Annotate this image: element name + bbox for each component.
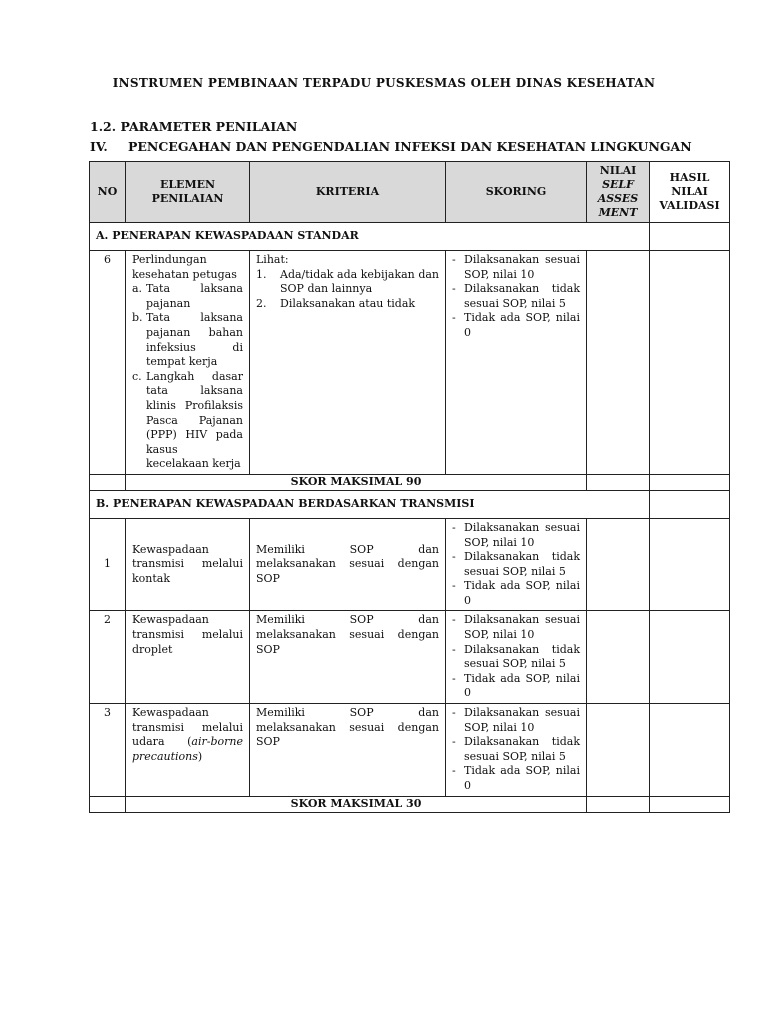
nilai-cell (587, 611, 650, 704)
empty-cell (90, 474, 126, 490)
list-item: - Tidak ada SOP, nilai 0 (452, 672, 580, 701)
section-heading (90, 119, 297, 134)
nilai-cell (587, 704, 650, 797)
subsection-number: IV. (90, 139, 108, 154)
row-kriteria: Memiliki SOP dan melaksanakan sesuai dengan SOP (250, 518, 446, 611)
empty-cell (587, 796, 650, 812)
header-nilai-label: NILAI (599, 164, 637, 177)
skoring-list (452, 253, 580, 341)
list-item: - Dilaksanakan tidak sesuai SOP, nilai 5 (452, 735, 580, 764)
row-elemen: Kewaspadaan transmisi melalui udara (air-borne precautions) (126, 704, 250, 797)
hasil-cell (650, 518, 730, 611)
row-kriteria: Memiliki SOP dan melaksanakan sesuai dengan SOP (250, 611, 446, 704)
empty-cell (650, 490, 730, 518)
header-hasil: HASIL NILAI VALIDASI (650, 162, 730, 223)
row-kriteria: Memiliki SOP dan melaksanakan sesuai dengan SOP (250, 704, 446, 797)
nilai-cell (587, 251, 650, 475)
header-kriteria: KRITERIA (250, 162, 446, 223)
list-item: - Dilaksanakan tidak sesuai SOP, nilai 5 (452, 643, 580, 672)
list-item: 1. Ada/tidak ada kebijakan dan SOP dan lainnya (256, 267, 439, 296)
table-row (90, 518, 730, 611)
list-item: - Dilaksanakan sesuai SOP, nilai 10 (452, 521, 580, 550)
list-item: - Dilaksanakan sesuai SOP, nilai 10 (452, 253, 580, 282)
empty-cell (587, 474, 650, 490)
table-row (90, 704, 730, 797)
skor-maksimal-b: SKOR MAKSIMAL 30 (126, 796, 587, 812)
header-nilai (587, 162, 650, 223)
empty-cell (90, 796, 126, 812)
skoring-list (452, 706, 580, 794)
assessment-table (89, 161, 730, 813)
nilai-cell (587, 518, 650, 611)
row-skoring (446, 611, 587, 704)
section-b-row (90, 490, 730, 518)
section-a-row (90, 223, 730, 251)
header-skoring: SKORING (446, 162, 587, 223)
hasil-cell (650, 251, 730, 475)
row-elemen (126, 251, 250, 475)
list-item: - Dilaksanakan tidak sesuai SOP, nilai 5 (452, 550, 580, 579)
list-item: - Dilaksanakan sesuai SOP, nilai 10 (452, 613, 580, 642)
skoring-list (452, 613, 580, 701)
row-kriteria (250, 251, 446, 475)
kriteria-list (256, 268, 439, 312)
list-item: - Dilaksanakan tidak sesuai SOP, nilai 5 (452, 282, 580, 311)
list-item: c. Langkah dasar tata laksana klinis Profilaksis Pasca Pajanan (PPP) HIV pada kasus kecelakaan kerja (132, 369, 243, 471)
skor-row (90, 474, 730, 490)
list-item: - Tidak ada SOP, nilai 0 (452, 311, 580, 340)
list-item: 2. Dilaksanakan atau tidak (256, 296, 416, 310)
subsection-heading (90, 139, 692, 154)
header-elemen: ELEMEN PENILAIAN (126, 162, 250, 223)
section-number: 1.2. (90, 119, 117, 134)
skoring-list (452, 521, 580, 609)
list-item: a. Tata laksana pajanan (132, 282, 243, 310)
table-row (90, 611, 730, 704)
table-row (90, 251, 730, 475)
skor-row (90, 796, 730, 812)
empty-cell (650, 474, 730, 490)
list-item: b. Tata laksana pajanan bahan infeksius di tempat kerja (132, 311, 243, 369)
table-header-row (90, 162, 730, 223)
elemen-intro: Perlindungan kesehatan petugas (132, 253, 237, 281)
section-a-title: A. PENERAPAN KEWASPADAAN STANDAR (90, 223, 650, 251)
empty-cell (650, 223, 730, 251)
subsection-title: PENCEGAHAN DAN PENGENDALIAN INFEKSI DAN KESEHATAN LINGKUNGAN (128, 139, 692, 154)
skor-maksimal-a: SKOR MAKSIMAL 90 (126, 474, 587, 490)
hasil-cell (650, 704, 730, 797)
section-title: PARAMETER PENILAIAN (120, 119, 298, 134)
section-b-title: B. PENERAPAN KEWASPADAAN BERDASARKAN TRANSMISI (90, 490, 650, 518)
hasil-cell (650, 611, 730, 704)
header-no: NO (90, 162, 126, 223)
document-title: INSTRUMEN PEMBINAAN TERPADU PUSKESMAS OLEH DINAS KESEHATAN (112, 76, 656, 90)
kriteria-intro: Lihat: (256, 253, 289, 266)
list-item: - Tidak ada SOP, nilai 0 (452, 579, 580, 608)
row-elemen: Kewaspadaan transmisi melalui droplet (126, 611, 250, 704)
row-no: 3 (90, 704, 126, 797)
empty-cell (650, 796, 730, 812)
row-no: 1 (90, 518, 126, 611)
header-self-assessment: SELF ASSES MENT (597, 178, 639, 219)
row-no: 2 (90, 611, 126, 704)
row-elemen: Kewaspadaan transmisi melalui kontak (126, 518, 250, 611)
row-skoring (446, 518, 587, 611)
row-skoring (446, 704, 587, 797)
row-skoring (446, 251, 587, 475)
elemen-list (132, 282, 243, 472)
row-no: 6 (90, 251, 126, 475)
list-item: - Dilaksanakan sesuai SOP, nilai 10 (452, 706, 580, 735)
list-item: - Tidak ada SOP, nilai 0 (452, 764, 580, 793)
